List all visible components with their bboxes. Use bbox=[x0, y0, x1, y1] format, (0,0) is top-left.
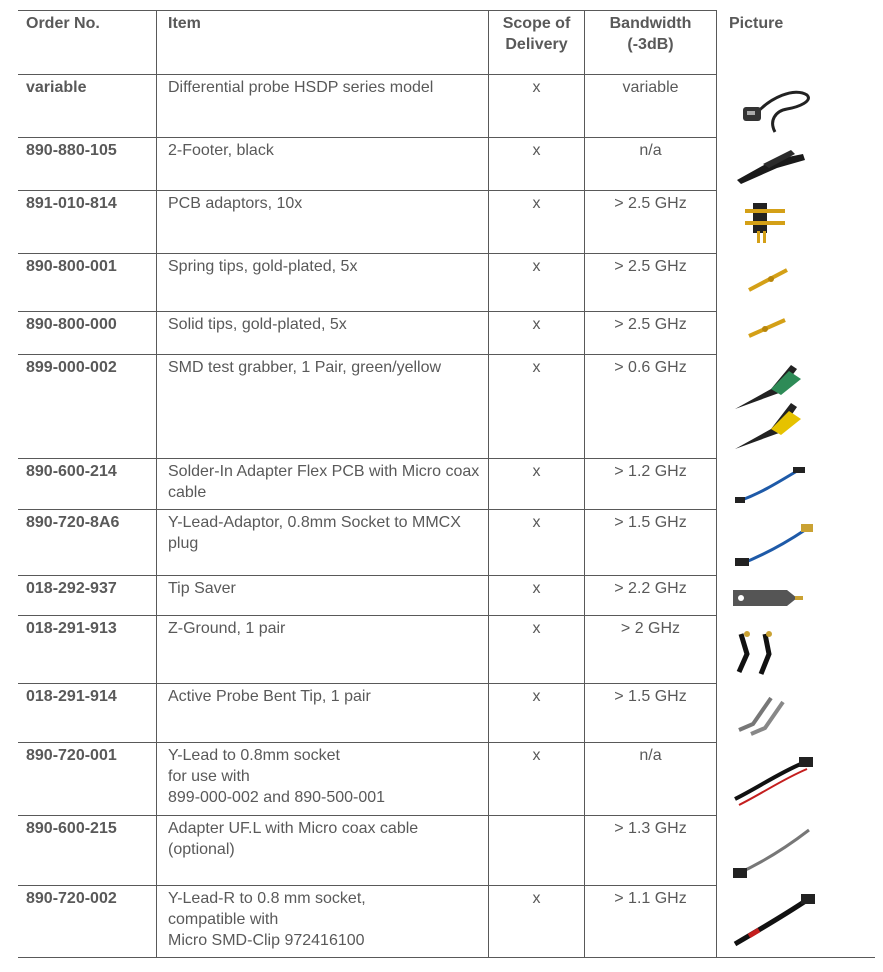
bottom-border-cell bbox=[717, 958, 876, 959]
scope-of-delivery: x bbox=[489, 616, 585, 684]
header-row bbox=[18, 11, 875, 75]
bottom-border-cell bbox=[157, 958, 489, 959]
table-row bbox=[18, 816, 875, 886]
table-row bbox=[18, 75, 875, 138]
item-description: Z-Ground, 1 pair bbox=[157, 616, 489, 684]
table-row bbox=[18, 312, 875, 355]
order-number: 890-880-105 bbox=[18, 138, 157, 191]
picture-cell bbox=[717, 138, 876, 191]
y-lead-mmcx-picture bbox=[729, 512, 875, 574]
table-row bbox=[18, 576, 875, 616]
picture-cell bbox=[717, 254, 876, 312]
bandwidth-value: > 1.3 GHz bbox=[585, 816, 717, 886]
header-picture: Picture bbox=[717, 11, 876, 75]
item-description: Solid tips, gold-plated, 5x bbox=[157, 312, 489, 355]
picture-cell bbox=[717, 816, 876, 886]
table-row bbox=[18, 743, 875, 816]
item-description: Adapter UF.L with Micro coax cable (optional) bbox=[157, 816, 489, 886]
scope-of-delivery: x bbox=[489, 886, 585, 958]
table-row bbox=[18, 616, 875, 684]
accessories-table bbox=[18, 10, 875, 958]
picture-cell bbox=[717, 576, 876, 616]
bandwidth-value: > 2.5 GHz bbox=[585, 191, 717, 254]
order-number: 890-800-001 bbox=[18, 254, 157, 312]
table-row bbox=[18, 138, 875, 191]
differential-probe-picture bbox=[729, 77, 875, 136]
order-number: 890-800-000 bbox=[18, 312, 157, 355]
item-description: Spring tips, gold-plated, 5x bbox=[157, 254, 489, 312]
bandwidth-value: n/a bbox=[585, 138, 717, 191]
solder-in-adapter-picture bbox=[729, 461, 875, 508]
solid-tip-picture bbox=[729, 314, 875, 353]
picture-cell bbox=[717, 355, 876, 459]
scope-of-delivery: x bbox=[489, 576, 585, 616]
scope-of-delivery: x bbox=[489, 312, 585, 355]
bandwidth-value: > 1.5 GHz bbox=[585, 510, 717, 576]
item-description: PCB adaptors, 10x bbox=[157, 191, 489, 254]
bandwidth-value: > 0.6 GHz bbox=[585, 355, 717, 459]
item-description: 2-Footer, black bbox=[157, 138, 489, 191]
table-row bbox=[18, 191, 875, 254]
table-row bbox=[18, 886, 875, 958]
bandwidth-value: n/a bbox=[585, 743, 717, 816]
order-number: 018-291-913 bbox=[18, 616, 157, 684]
item-description: SMD test grabber, 1 Pair, green/yellow bbox=[157, 355, 489, 459]
item-description: Active Probe Bent Tip, 1 pair bbox=[157, 684, 489, 743]
scope-of-delivery: x bbox=[489, 75, 585, 138]
bandwidth-value: > 2.5 GHz bbox=[585, 312, 717, 355]
order-number: 890-720-8A6 bbox=[18, 510, 157, 576]
order-number: variable bbox=[18, 75, 157, 138]
scope-of-delivery: x bbox=[489, 510, 585, 576]
order-number: 890-600-215 bbox=[18, 816, 157, 886]
header-item: Item bbox=[157, 11, 489, 75]
tip-saver-picture bbox=[729, 578, 875, 614]
smd-grabber-picture bbox=[729, 357, 875, 457]
bandwidth-value: > 2 GHz bbox=[585, 616, 717, 684]
scope-of-delivery: x bbox=[489, 743, 585, 816]
scope-of-delivery: x bbox=[489, 459, 585, 510]
scope-of-delivery bbox=[489, 816, 585, 886]
header-bandwidth: Bandwidth (-3dB) bbox=[585, 11, 717, 75]
table-row bbox=[18, 459, 875, 510]
bandwidth-value: > 1.5 GHz bbox=[585, 684, 717, 743]
order-number: 890-720-002 bbox=[18, 886, 157, 958]
item-description: Solder-In Adapter Flex PCB with Micro coax cable bbox=[157, 459, 489, 510]
order-number: 890-720-001 bbox=[18, 743, 157, 816]
item-description: Differential probe HSDP series model bbox=[157, 75, 489, 138]
bottom-border-cell bbox=[18, 958, 157, 959]
table-row bbox=[18, 254, 875, 312]
y-lead-r-picture bbox=[729, 888, 875, 956]
bottom-border-cell bbox=[585, 958, 717, 959]
bandwidth-value: > 1.2 GHz bbox=[585, 459, 717, 510]
alligator-clip-picture bbox=[729, 140, 875, 189]
table-row bbox=[18, 684, 875, 743]
picture-cell bbox=[717, 743, 876, 816]
scope-of-delivery: x bbox=[489, 684, 585, 743]
spring-tip-picture bbox=[729, 256, 875, 310]
item-description: Y-Lead to 0.8mm socket for use with 899-000-002 and 890-500-001 bbox=[157, 743, 489, 816]
pcb-adaptor-picture bbox=[729, 193, 875, 252]
item-description: Tip Saver bbox=[157, 576, 489, 616]
table-row bbox=[18, 355, 875, 459]
y-lead-socket-picture bbox=[729, 745, 875, 814]
item-description: Y-Lead-R to 0.8 mm socket, compatible with Micro SMD-Clip 972416100 bbox=[157, 886, 489, 958]
scope-of-delivery: x bbox=[489, 355, 585, 459]
bottom-border-cell bbox=[489, 958, 585, 959]
picture-cell bbox=[717, 684, 876, 743]
order-number: 018-291-914 bbox=[18, 684, 157, 743]
bandwidth-value: variable bbox=[585, 75, 717, 138]
order-number: 018-292-937 bbox=[18, 576, 157, 616]
order-number: 891-010-814 bbox=[18, 191, 157, 254]
header-scope: Scope of Delivery bbox=[489, 11, 585, 75]
header-order-no: Order No. bbox=[18, 11, 157, 75]
scope-of-delivery: x bbox=[489, 138, 585, 191]
bent-tip-picture bbox=[729, 686, 875, 741]
picture-cell bbox=[717, 75, 876, 138]
picture-cell bbox=[717, 191, 876, 254]
scope-of-delivery: x bbox=[489, 191, 585, 254]
ufl-adapter-picture bbox=[729, 818, 875, 884]
picture-cell bbox=[717, 510, 876, 576]
table-bottom-border bbox=[18, 958, 875, 959]
scope-of-delivery: x bbox=[489, 254, 585, 312]
item-description: Y-Lead-Adaptor, 0.8mm Socket to MMCX plug bbox=[157, 510, 489, 576]
bandwidth-value: > 2.5 GHz bbox=[585, 254, 717, 312]
bandwidth-value: > 1.1 GHz bbox=[585, 886, 717, 958]
table-row bbox=[18, 510, 875, 576]
order-number: 890-600-214 bbox=[18, 459, 157, 510]
z-ground-picture bbox=[729, 618, 875, 682]
bandwidth-value: > 2.2 GHz bbox=[585, 576, 717, 616]
picture-cell bbox=[717, 886, 876, 958]
picture-cell bbox=[717, 312, 876, 355]
picture-cell bbox=[717, 616, 876, 684]
order-number: 899-000-002 bbox=[18, 355, 157, 459]
picture-cell bbox=[717, 459, 876, 510]
